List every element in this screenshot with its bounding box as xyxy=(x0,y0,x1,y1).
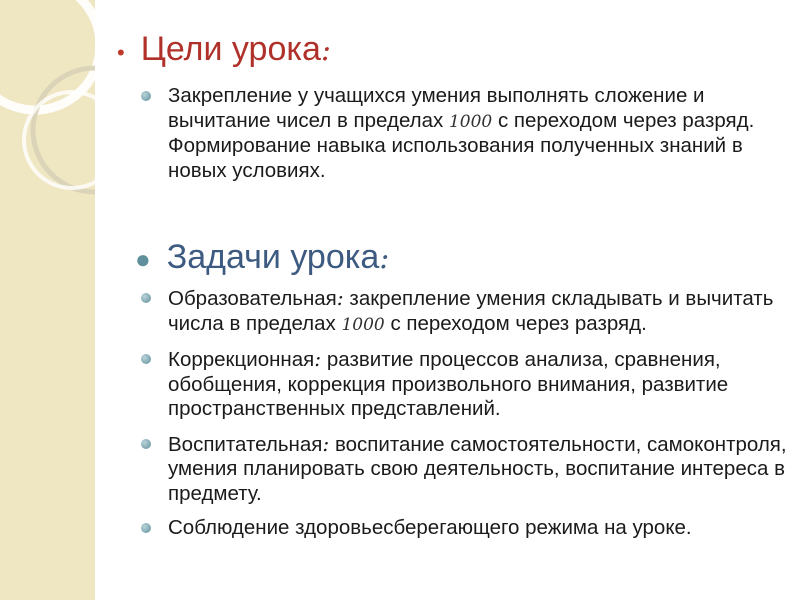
list-item xyxy=(137,516,787,541)
goal-number: 1000 xyxy=(448,111,493,132)
task-label-colon: : xyxy=(336,286,344,310)
bullet-icon: • xyxy=(117,40,125,65)
task-label: Воспитательная xyxy=(168,432,323,456)
bullet-icon xyxy=(141,523,151,533)
goals-title-colon: : xyxy=(320,33,331,68)
task-text: развитие процессов анализа, сравнения, обобщения, коррекция произвольного внимания, развитие пространственных представлений. xyxy=(168,348,729,420)
task-number: 1000 xyxy=(341,314,385,335)
list-item xyxy=(137,84,787,183)
decorative-circles xyxy=(0,0,95,600)
list-item xyxy=(137,347,787,422)
tasks-heading xyxy=(135,238,389,277)
task-text: Соблюдение здоровьесберегающего режима на уроке. xyxy=(168,516,692,539)
goal-text-2: с переходом через разряд. Формирование навыка использования полученных знаний в новых условиях. xyxy=(168,108,755,182)
tasks-title-colon: : xyxy=(379,241,390,276)
bullet-icon xyxy=(141,354,151,364)
decorative-sidebar xyxy=(0,0,95,600)
bullet-icon xyxy=(141,91,151,101)
goals-title: Цели урока xyxy=(140,30,321,68)
task-text-1: закрепление умения складывать и вычитать числа в пределах xyxy=(168,287,774,335)
task-text-2: с переходом через разряд. xyxy=(384,311,647,335)
list-item xyxy=(137,432,787,507)
task-label: Образовательная xyxy=(168,287,337,310)
goal-text-1: Закрепление у учащихся умения выполнять сложение и вычитание чисел в пределах xyxy=(168,84,705,132)
tasks-list xyxy=(137,286,787,551)
task-label-colon: : xyxy=(314,347,322,371)
bullet-icon xyxy=(141,293,151,303)
bullet-icon: ● xyxy=(135,244,151,274)
goals-list xyxy=(137,84,787,193)
goals-heading xyxy=(117,30,331,69)
tasks-title: Задачи урока xyxy=(166,238,380,276)
task-text: воспитание самостоятельности, самоконтроля, умения планировать свою деятельность, воспитание интереса в предмету. xyxy=(168,432,787,505)
list-item xyxy=(137,286,787,337)
task-label-colon: : xyxy=(322,431,330,456)
slide-content xyxy=(95,0,800,600)
task-label: Коррекционная xyxy=(168,348,315,371)
bullet-icon xyxy=(141,439,151,449)
